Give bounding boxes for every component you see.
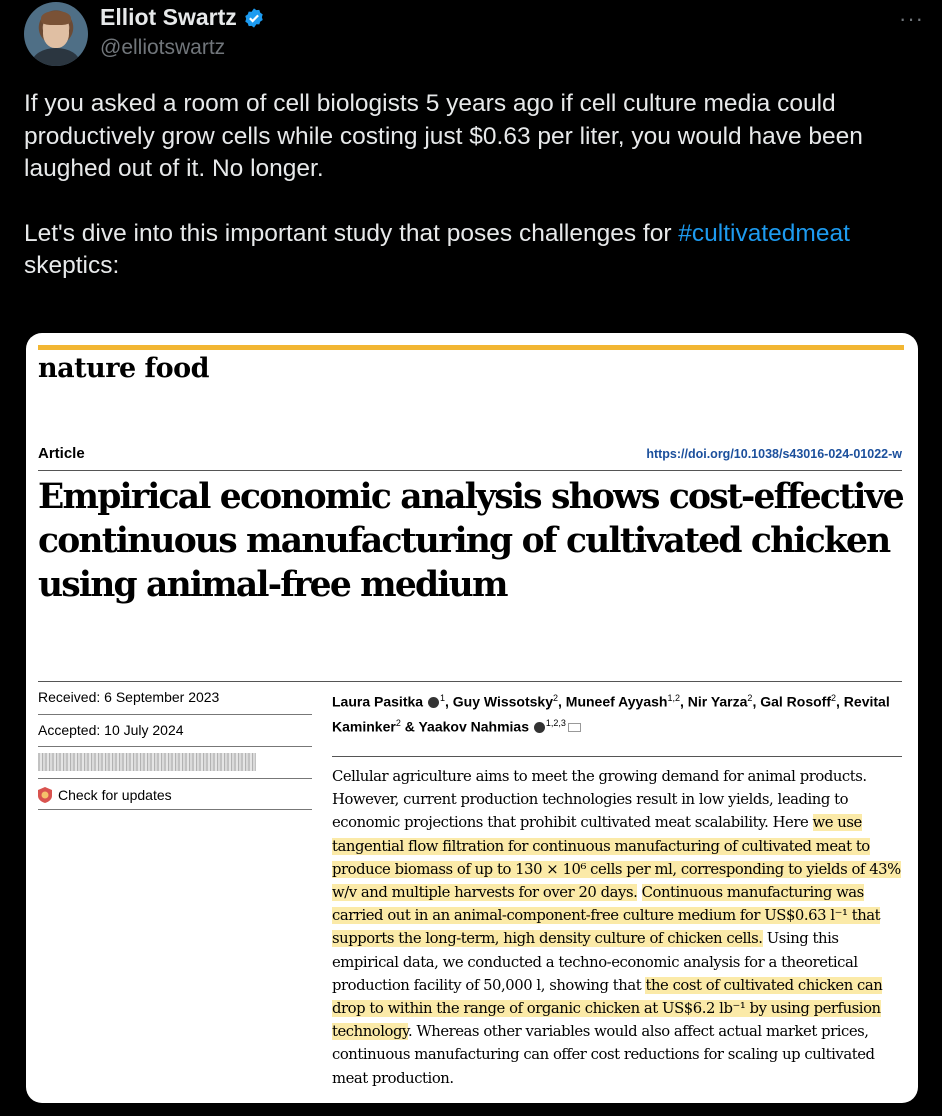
author-6: , Revital Kaminker [332,693,890,735]
author-name-row[interactable] [100,4,265,31]
author-name[interactable]: Elliot Swartz [100,4,237,30]
abstract-segment: Cellular agriculture aims to meet the growing demand for animal products. However, current production technologies result in low yields, leading to economic projections that prohibit cultivated meat scalability. Here [332,768,867,832]
author-2: , Guy Wissotsky [444,693,553,710]
author-6-affiliation: 2 [395,717,401,728]
avatar[interactable] [24,2,88,66]
abstract-segment: Using this empirical data, we conducted a techno-economic analysis for a theoretical production facility of 50,000 l, showing that [332,930,858,994]
author-handle[interactable]: @elliotswartz [100,36,226,59]
abstract-top-rule [332,756,902,757]
accepted-date: Accepted: 10 July 2024 [38,722,184,738]
check-updates-icon [38,787,52,803]
abstract-highlight-3: the cost of cultivated chicken can drop to within the range of organic chicken at US$6.2 lb⁻¹ by using perfusion technology [332,976,883,1041]
abstract-text [332,765,902,1090]
hashtag-link[interactable]: #cultivatedmeat [678,219,850,247]
abstract-segment: . Whereas other variables would also affect actual market prices, continuous manufacturing can offer cost reductions for scaling up cultivated meat production. [332,1023,875,1087]
received-date: Received: 6 September 2023 [38,689,220,705]
author-list [332,688,902,737]
author-5: , Gal Rosoff [752,693,831,710]
paper-title: Empirical economic analysis shows cost-effective continuous manufacturing of cultivated chicken using animal-free medium [38,477,903,605]
verified-badge-icon [243,7,265,29]
abstract-segment [637,884,641,901]
meta-top-rule [38,681,902,682]
meta-divider [38,746,312,747]
abstract-highlight-2: Continuous manufacturing was carried out in an animal-component-free culture medium for US$0.63 l⁻¹ that supports the long-term, high density culture of chicken cells. [332,884,881,948]
tweet-paragraph-2 [24,218,924,283]
title-top-rule [38,470,902,471]
orcid-icon [428,697,439,708]
journal-accent-bar [38,345,904,350]
meta-divider [38,778,312,779]
orcid-icon [534,722,545,733]
author-3: , Muneef Ayyash [558,693,668,710]
attached-image[interactable] [26,333,918,1103]
tweet-text [24,88,924,283]
article-label: Article [38,445,85,462]
author-4: , Nir Yarza [679,693,748,710]
email-icon [568,723,581,732]
redacted-line [38,753,256,771]
author-1-affiliation: 1 [439,693,445,703]
more-options-icon[interactable]: ··· [899,6,924,31]
author-5-affiliation: 2 [831,693,837,703]
author-3-affiliation: 1,2 [667,693,680,703]
meta-divider [38,809,312,810]
doi-link: https://doi.org/10.1038/s43016-024-01022-w [646,447,902,461]
author-4-affiliation: 2 [747,693,753,703]
author-2-affiliation: 2 [553,693,559,703]
tweet-paragraph-2-text: Let's dive into this important study that poses challenges for [24,219,679,247]
abstract-highlight-1: we use tangential flow filtration for continuous manufacturing of cultivated meat to produce biomass of up to 130 × 10⁶ cells per ml, corresponding to yields of 43% w/v and multiple harvests for over 20 days. [332,814,901,902]
meta-divider [38,714,312,715]
author-7: & Yaakov Nahmias [400,718,529,735]
tweet-paragraph-1: If you asked a room of cell biologists 5 years ago if cell culture media could productively grow cells while costing just $0.63 per liter, you would have been laughed out of it. No longer. [24,90,863,182]
author-1: Laura Pasitka [332,693,424,710]
journal-logo: nature food [38,353,210,384]
tweet-paragraph-2-end: skeptics: [24,252,120,279]
tweet-header [24,0,924,70]
author-7-affiliation: 1,2,3 [545,717,566,728]
check-updates [38,787,172,803]
check-updates-label: Check for updates [58,787,172,803]
